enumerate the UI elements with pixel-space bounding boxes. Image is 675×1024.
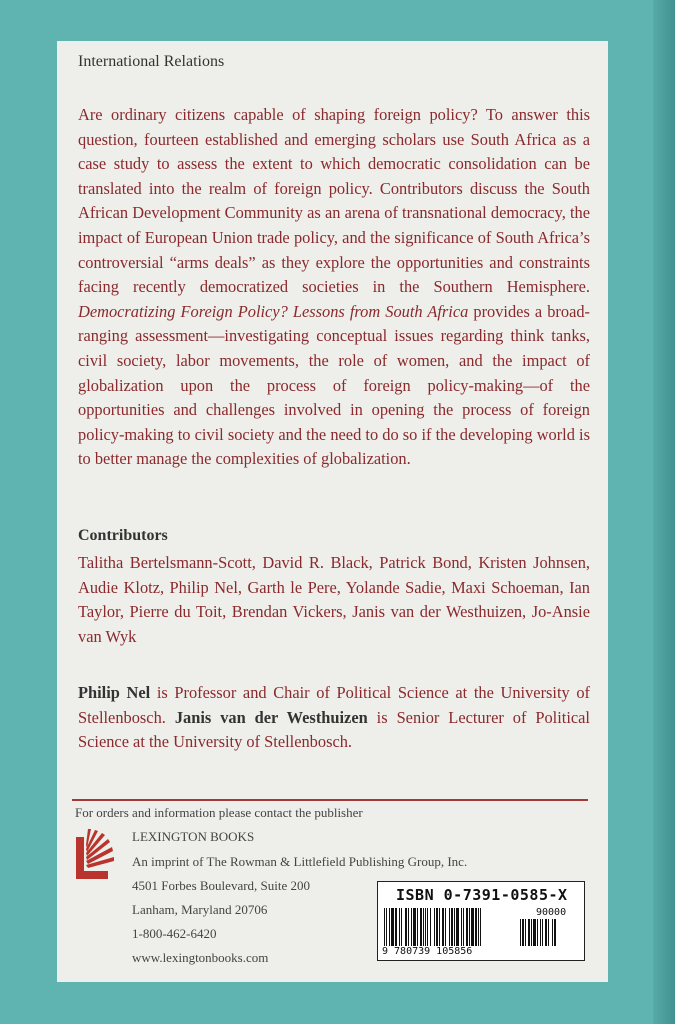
cover-spine-edge (653, 0, 675, 1024)
publisher-address-2: Lanham, Maryland 20706 (132, 902, 268, 917)
barcode-bar (389, 908, 390, 946)
back-cover-panel (57, 41, 608, 982)
barcode-bar (395, 908, 397, 946)
contributors-list: Talitha Bertelsmann-Scott, David R. Black, Patrick Bond, Kristen Johnsen, Audie Klotz, Philip Nel, Garth le Pere, Yolande Sadie, Maxi Schoeman, Ian Taylor, Pierre du Toit, Brendan Vickers, Janis van der Westhuizen, Jo-Ansie van Wyk (78, 553, 590, 646)
barcode-bar (423, 908, 424, 946)
barcode-bar (548, 919, 549, 946)
barcode-bar (401, 908, 402, 946)
barcode-bar (384, 908, 385, 946)
barcode-bar (552, 919, 553, 946)
barcode-bar (461, 908, 462, 946)
barcode-bar (413, 908, 416, 946)
barcode-bar (442, 908, 444, 946)
barcode-bar (540, 919, 541, 946)
publisher-address-1: 4501 Forbes Boulevard, Suite 200 (132, 878, 311, 893)
barcode-bar (454, 908, 455, 946)
book-title-italic: Democratizing Foreign Policy? Lessons from South Africa (78, 301, 469, 321)
barcode-bar (430, 908, 431, 946)
editor-name-1: Philip Nel (78, 683, 151, 702)
barcode-bar (425, 908, 426, 946)
barcode-bar (471, 908, 474, 946)
editor-name-2: Janis van der Westhuizen (174, 707, 368, 727)
barcode-bar (520, 919, 521, 946)
barcode-bar (436, 908, 438, 946)
editors-bio (78, 681, 590, 755)
barcode-bar (417, 908, 418, 946)
orders-note: For orders and information please contact the publisher (75, 805, 363, 820)
barcode-bar (531, 919, 532, 946)
barcode-bar (408, 908, 409, 946)
barcode-bar (434, 908, 435, 946)
divider-rule (72, 799, 588, 801)
publisher-website: www.lexingtonbooks.com (132, 950, 269, 965)
barcode-bar (537, 919, 538, 946)
barcode-bar (451, 908, 453, 946)
contributors-heading: Contributors (78, 527, 168, 544)
isbn-barcode (377, 881, 585, 961)
barcode-bar (449, 908, 450, 946)
publisher-imprint: An imprint of The Rowman & Littlefield Publishing Group, Inc. (132, 854, 468, 869)
barcode-bar (427, 908, 428, 946)
barcode-bar (542, 919, 543, 946)
barcode-bar (545, 919, 547, 946)
barcode-bar (445, 908, 446, 946)
editor-bio-2: is Senior Lecturer of Political Science at the University of Stellenbosch. (78, 707, 590, 752)
barcode-bar (463, 908, 464, 946)
barcode-bar (480, 908, 481, 946)
barcode-bar (399, 908, 400, 946)
ean-bars (384, 908, 514, 946)
barcode-bar (525, 919, 526, 946)
barcode-bar (478, 908, 479, 946)
book-description (78, 103, 590, 472)
barcode-bar (386, 908, 387, 946)
description-part-2: provides a broad-ranging assessment—investigating conceptual issues regarding think tanks, civil society, labor movements, the role of women, and the impact of globalization upon the process of foreign policy-making—of the opportunities and challenges involved in opening the process of foreign policy-making to civil society and the need to do so if the developing world is to better manage the complexities of globalization. (78, 301, 591, 469)
subject-category: International Relations (78, 53, 225, 70)
barcode-bar (554, 919, 556, 946)
editor-bio-1: is Professor and Chair of Political Science at the University of Stellenbosch. (78, 683, 590, 727)
price-code-text: 90000 (536, 907, 567, 918)
publisher-phone: 1-800-462-6420 (132, 926, 217, 941)
addon-bars (520, 919, 576, 946)
barcode-bar (533, 919, 536, 946)
publisher-name: LEXINGTON BOOKS (132, 829, 255, 844)
barcode-bar (439, 908, 440, 946)
barcode-bar (456, 908, 459, 946)
description-part-1: Are ordinary citizens capable of shaping foreign policy? To answer this question, fourteen established and emerging scholars use South Africa as a case study to assess the extent to which democratic consolidation can be translated into the realm of foreign policy. Contributors discuss the South African Development Community as an arena of transnational democracy, the impact of European Union trade policy, and the significance of South Africa’s controversial “arms deals” as they explore the opportunities and constraints facing recently democratized societies in the Southern Hemisphere. (78, 105, 590, 297)
barcode-bar (391, 908, 394, 946)
lexington-logo-icon (74, 827, 116, 883)
barcode-bar (405, 908, 407, 946)
barcode-bar (528, 919, 530, 946)
barcode-bar (466, 908, 468, 946)
isbn-text: ISBN 0-7391-0585-X (396, 886, 568, 904)
barcode-bar (469, 908, 470, 946)
barcode-bar (420, 908, 422, 946)
barcode-bar (522, 919, 524, 946)
barcode-bar (475, 908, 477, 946)
barcode-bar (411, 908, 412, 946)
barcode-digits: 9 780739 105856 (382, 946, 473, 957)
